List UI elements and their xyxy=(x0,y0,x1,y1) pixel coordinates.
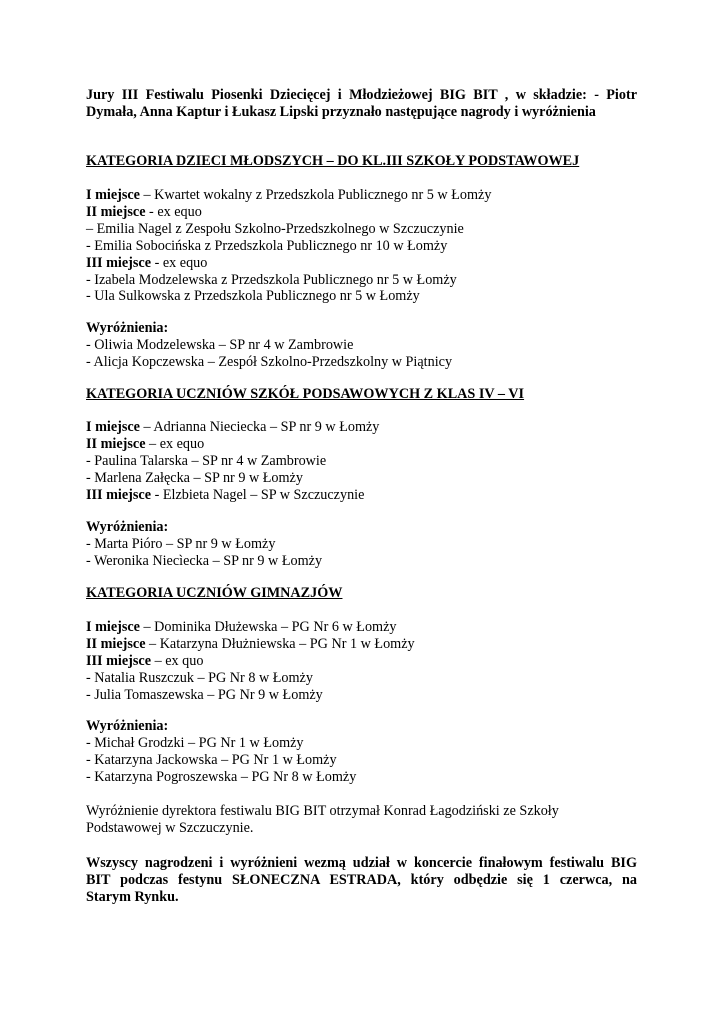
list-item: - Katarzyna Jackowska – PG Nr 1 w Łomży xyxy=(86,751,337,768)
place-label: II miejsce xyxy=(86,635,146,652)
category-3-heading: KATEGORIA UCZNIÓW GIMNAZJÓW xyxy=(86,585,343,601)
honors-label: Wyróżnienia: xyxy=(86,320,169,336)
category-3-honors xyxy=(86,718,646,786)
intro-paragraph xyxy=(86,87,637,121)
place-text: - ex equo xyxy=(151,254,208,271)
category-2-honors xyxy=(86,519,646,570)
final-line-2: BIT podczas festynu SŁONECZNA ESTRADA, który odbędzie się 1 czerwca, na xyxy=(86,871,637,888)
list-item: - Katarzyna Pogroszewska – PG Nr 8 w Łomży xyxy=(86,768,357,785)
first-place xyxy=(86,419,646,436)
list-item: - Emilia Sobocińska z Przedszkola Publicznego nr 10 w Łomży xyxy=(86,237,448,254)
second-place xyxy=(86,204,646,221)
category-2-awards xyxy=(86,419,646,504)
place-label: III miejsce xyxy=(86,254,152,271)
list-item: - Marta Pióro – SP nr 9 w Łomży xyxy=(86,535,276,552)
place-label: I miejsce xyxy=(86,187,140,203)
intro-line-2: Dymała, Anna Kaptur i Łukasz Lipski przyznało następujące nagrody i wyróżnienia xyxy=(86,103,596,120)
place-label: II miejsce xyxy=(86,435,146,452)
director-award-paragraph xyxy=(86,803,637,837)
list-item: - Weronika Niecìecka – SP nr 9 w Łomży xyxy=(86,552,323,569)
second-place xyxy=(86,436,646,453)
list-item: - Marlena Załęcka – SP nr 9 w Łomży xyxy=(86,469,303,486)
category-2-heading: KATEGORIA UCZNIÓW SZKÓŁ PODSAWOWYCH Z KLAS IV – VI xyxy=(86,386,525,402)
honors-label: Wyróżnienia: xyxy=(86,718,169,734)
list-item: - Alicja Kopczewska – Zespół Szkolno-Przedszkolny w Piątnicy xyxy=(86,353,453,370)
place-label: III miejsce xyxy=(86,486,152,503)
intro-line-1: Jury III Festiwalu Piosenki Dziecięcej i Młodzieżowej BIG BIT , w składzie: - Piotr xyxy=(86,87,637,103)
place-text: - ex equo xyxy=(145,203,202,220)
place-text: – Kwartet wokalny z Przedszkola Publicznego nr 5 w Łomży xyxy=(139,187,492,203)
director-award-line-2: Podstawowej w Szczuczynie. xyxy=(86,819,254,836)
list-item: - Ula Sulkowska z Przedszkola Publicznego nr 5 w Łomży xyxy=(86,288,420,305)
place-text: – Dominika Dłużewska – PG Nr 6 w Łomży xyxy=(139,619,397,635)
place-text: – Adrianna Nieciecka – SP nr 9 w Łomży xyxy=(139,419,380,435)
category-3-awards xyxy=(86,619,646,704)
category-1-heading: KATEGORIA DZIECI MŁODSZYCH – DO KL.III SZKOŁY PODSTAWOWEJ xyxy=(86,153,580,169)
category-1-honors xyxy=(86,320,646,371)
list-item: - Natalia Ruszczuk – PG Nr 8 w Łomży xyxy=(86,669,313,686)
place-text: – ex equo xyxy=(145,435,205,452)
final-line-3: Starym Rynku. xyxy=(86,888,179,905)
third-place xyxy=(86,653,646,670)
place-text: – ex quo xyxy=(151,652,204,669)
first-place xyxy=(86,619,646,636)
place-text: – Katarzyna Dłużniewska – PG Nr 1 w Łomży xyxy=(145,635,415,652)
final-line-1: Wszyscy nagrodzeni i wyróżnieni wezmą udział w koncercie finałowym festiwalu BIG xyxy=(86,855,637,871)
list-item: - Paulina Talarska – SP nr 4 w Zambrowie xyxy=(86,452,327,469)
place-label: II miejsce xyxy=(86,203,146,220)
place-text: - Elzbieta Nagel – SP w Szczuczynie xyxy=(151,486,365,503)
final-concert-paragraph xyxy=(86,855,637,906)
place-label: I miejsce xyxy=(86,419,140,435)
list-item: - Oliwia Modzelewska – SP nr 4 w Zambrowie xyxy=(86,336,354,353)
list-item: - Michał Grodzki – PG Nr 1 w Łomży xyxy=(86,734,304,751)
place-label: I miejsce xyxy=(86,619,140,635)
category-1-awards xyxy=(86,187,646,305)
list-item: – Emilia Nagel z Zespołu Szkolno-Przedszkolnego w Szczuczynie xyxy=(86,220,464,237)
list-item: - Izabela Modzelewska z Przedszkola Publicznego nr 5 w Łomży xyxy=(86,271,457,288)
place-label: III miejsce xyxy=(86,652,152,669)
list-item: - Julia Tomaszewska – PG Nr 9 w Łomży xyxy=(86,686,323,703)
first-place xyxy=(86,187,646,204)
third-place xyxy=(86,255,646,272)
honors-label: Wyróżnienia: xyxy=(86,519,169,535)
second-place xyxy=(86,636,646,653)
third-place xyxy=(86,487,646,504)
director-award-line-1: Wyróżnienie dyrektora festiwalu BIG BIT otrzymał Konrad Łagodziński ze Szkoły xyxy=(86,803,559,819)
